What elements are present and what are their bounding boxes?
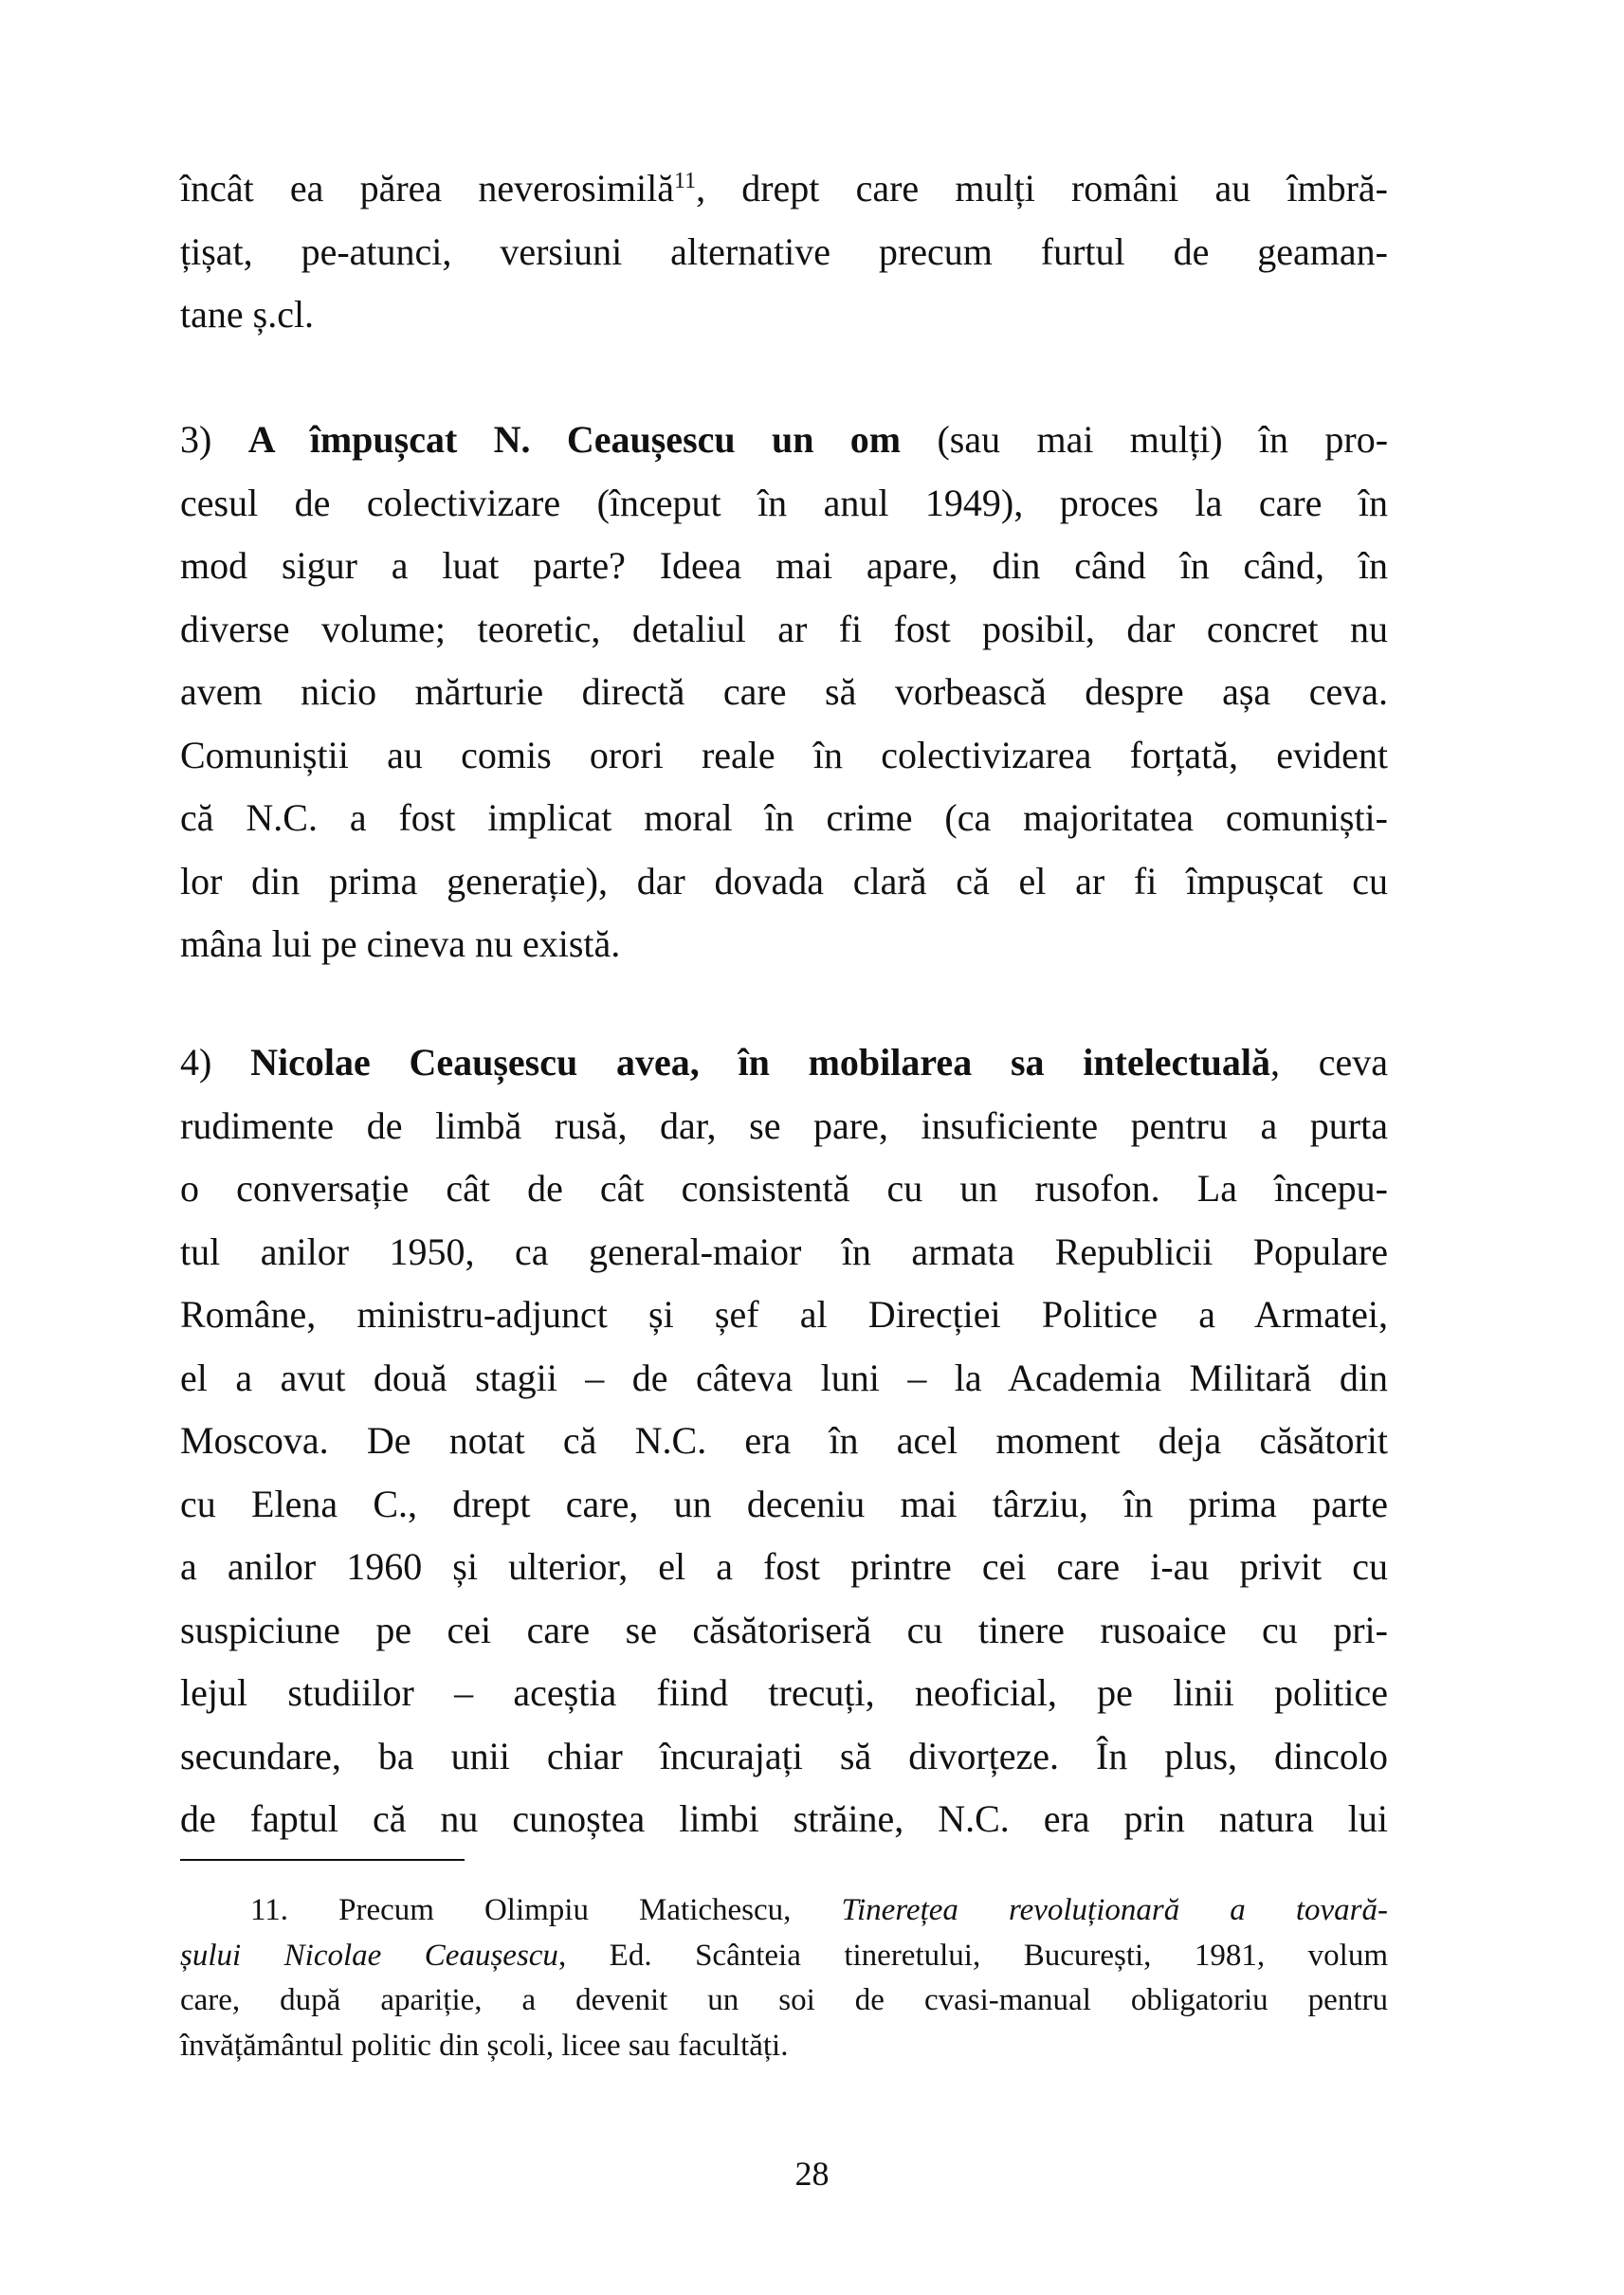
text-line: lejul studiilor – aceștia fiind trecuți, neoficial, pe linii politice — [180, 1671, 1388, 1714]
footnote-separator — [180, 1859, 465, 1861]
text-line: cu Elena C., drept care, un deceniu mai târziu, în prima parte — [180, 1482, 1388, 1525]
text-line: tane ș.cl. — [180, 293, 315, 336]
item-4-paragraph — [180, 1031, 1388, 1851]
text-line: a anilor 1960 și ulterior, el a fost printre cei care i-au privit cu — [180, 1545, 1388, 1588]
text-line: avem nicio mărturie directă care să vorbească despre așa ceva. — [180, 670, 1388, 713]
footnote-reference[interactable]: 11 — [673, 169, 697, 193]
text-line: suspiciune pe cei care se căsătoriseră cu tinere rusoaice cu pri- — [180, 1608, 1388, 1651]
text-line: mod sigur a luat parte? Ideea mai apare, din când în când, în — [180, 544, 1388, 587]
item-3-paragraph — [180, 409, 1388, 976]
text-line: mâna lui pe cineva nu există. — [180, 922, 621, 965]
continuation-paragraph — [180, 157, 1388, 347]
footnote-line: care, după apariție, a devenit un soi de cvasi-manual obligatoriu pentru — [180, 1983, 1388, 2017]
text-line: lor din prima generație), dar dovada clară că el ar fi împușcat cu — [180, 859, 1388, 902]
text-line: de faptul că nu cunoștea limbi străine, N.C. era prin natura lui — [180, 1797, 1388, 1840]
text-line: diverse volume; teoretic, detaliul ar fi fost posibil, dar concret nu — [180, 607, 1388, 650]
footnote — [180, 1888, 1388, 2068]
text-line: tul anilor 1950, ca general-maior în armata Republicii Populare — [180, 1229, 1388, 1273]
text-line: secundare, ba unii chiar încurajați să divorțeze. În plus, dincolo — [180, 1734, 1388, 1777]
text-line: el a avut două stagii – de câteva luni – la Academia Militară din — [180, 1356, 1388, 1399]
text-line: rudimente de limbă rusă, dar, se pare, insuficiente pentru a purta — [180, 1103, 1388, 1147]
footnote-line: 11. Precum Olimpiu Matichescu, Tinerețea revoluționară a tovară- — [250, 1893, 1388, 1927]
text-line: o conversație cât de cât consistentă cu un rusofon. La începu- — [180, 1167, 1388, 1210]
text-line: Comuniștii au comis orori reale în colectivizarea forțată, evident — [180, 733, 1388, 776]
text-line: Moscova. De notat că N.C. era în acel moment deja căsătorit — [180, 1419, 1388, 1462]
item-heading: Nicolae Ceaușescu avea, în mobilarea sa intelectuală — [250, 1041, 1270, 1084]
item-number: 3) — [180, 418, 212, 461]
item-heading: A împușcat N. Ceaușescu un om — [247, 418, 902, 461]
page-number: 28 — [794, 2155, 830, 2193]
footnote-line: șului Nicolae Ceaușescu, Ed. Scânteia tineretului, București, 1981, volum — [180, 1938, 1388, 1973]
item-number: 4) — [180, 1041, 212, 1084]
text-line: Române, ministru-adjunct și șef al Direcției Politice a Armatei, — [180, 1293, 1388, 1336]
footnote-line: învățământul politic din școli, licee sau facultăți. — [180, 2028, 789, 2063]
book-title: șului Nicolae Ceaușescu — [180, 1938, 558, 1973]
text-line: țișat, pe-atunci, versiuni alternative precum furtul de geaman- — [180, 229, 1388, 273]
text-line: 3) A împușcat N. Ceaușescu un om (sau mai mulți) în pro- — [180, 418, 1389, 461]
text-line: că N.C. a fost implicat moral în crime (ca majoritatea comuniști- — [180, 796, 1388, 839]
book-title: Tinerețea revoluționară a tovară- — [841, 1893, 1388, 1927]
footnote-number: 11. — [250, 1893, 289, 1927]
text-line: cesul de colectivizare (început în anul 1949), proces la care în — [180, 481, 1388, 524]
text-line: 4) Nicolae Ceaușescu avea, în mobilarea sa intelectuală, ceva — [180, 1041, 1389, 1084]
text-line: încât ea părea neverosimilă$^{11}$, drept care mulți români au îmbră- — [180, 167, 1388, 209]
